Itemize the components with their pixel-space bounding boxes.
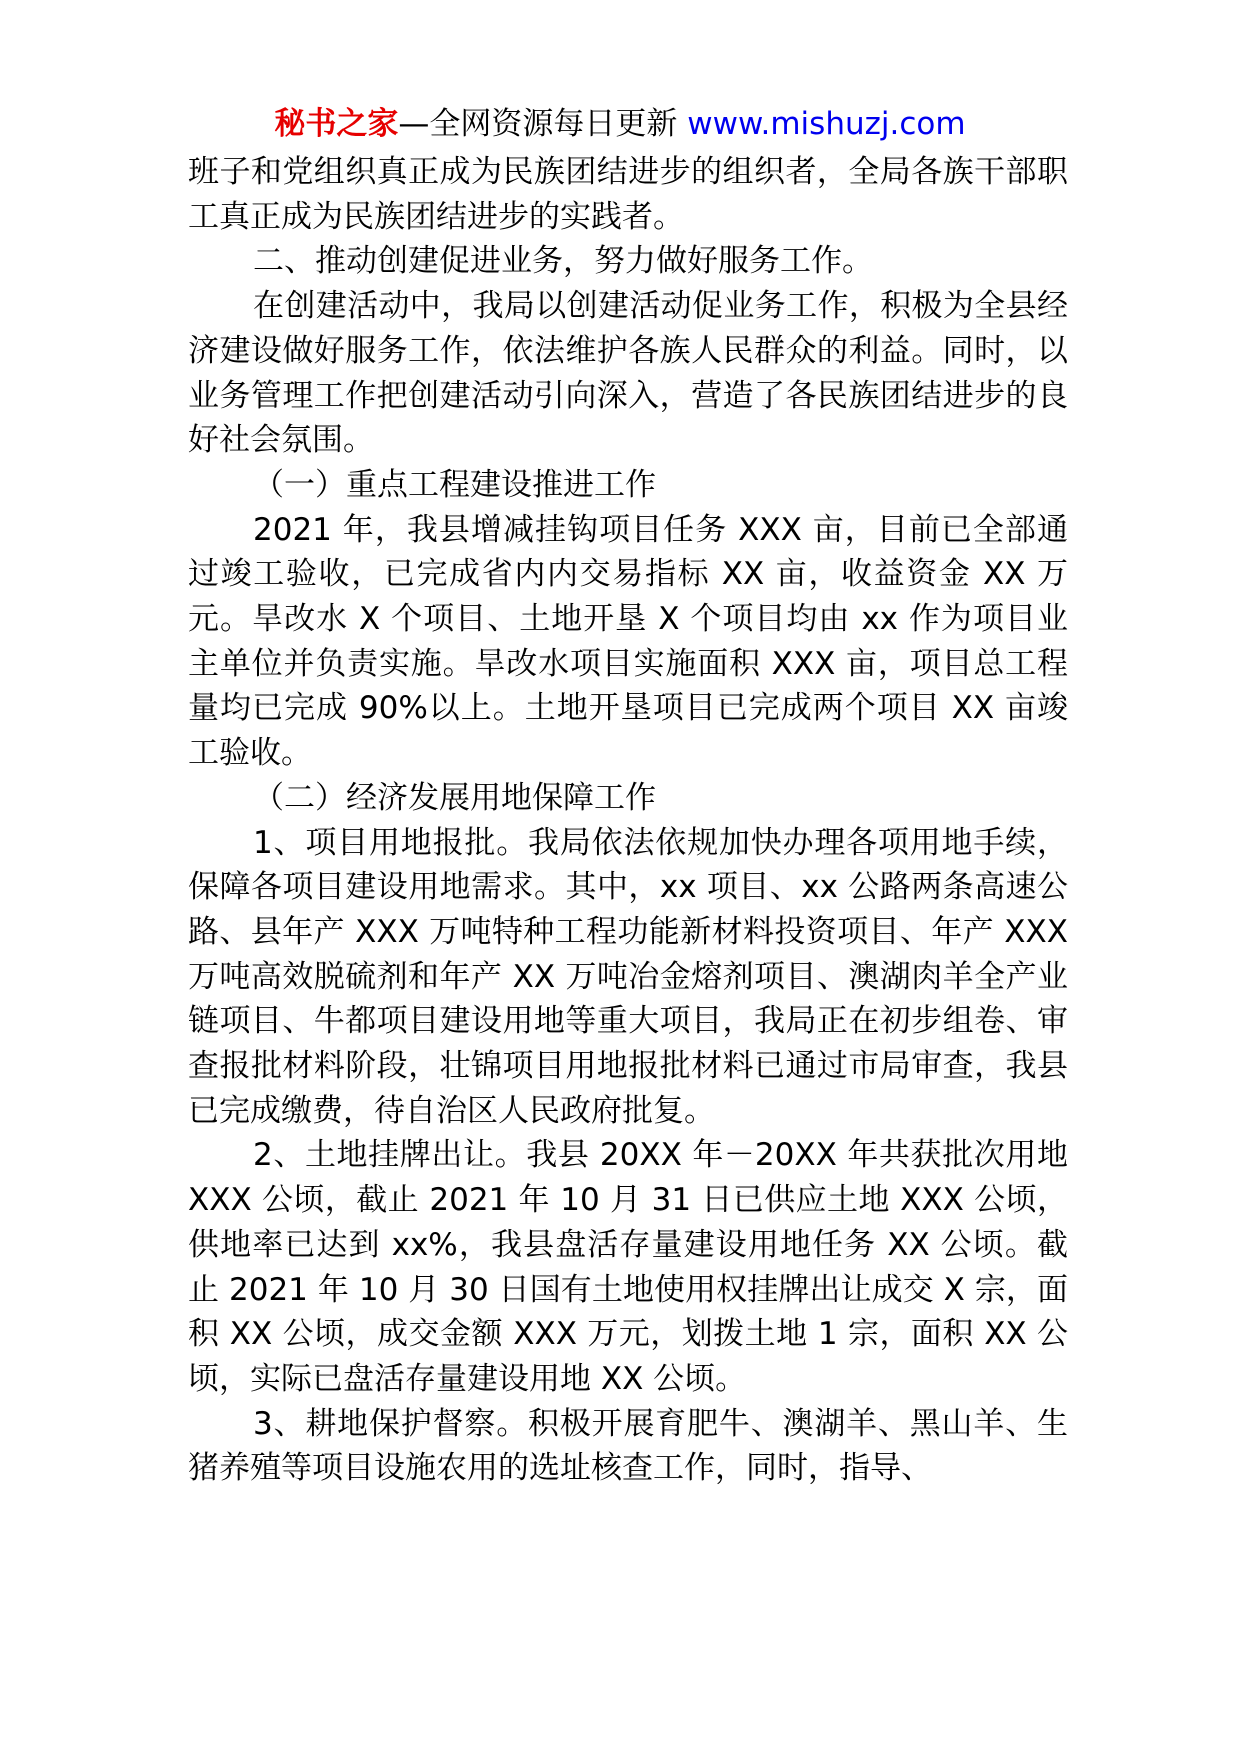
brand-name: 秘书之家 [274, 106, 399, 142]
subsection-heading-2: （二）经济发展用地保障工作 [253, 779, 656, 816]
paragraph-continuation: 班子和党组织真正成为民族团结进步的组织者，全局各族干部职工真正成为民族团结进步的实践者。 [188, 154, 1068, 235]
document-body [188, 150, 1068, 1491]
paragraph-land-approval: 1、项目用地报批。我局依法依规加快办理各项用地手续，保障各项目建设用地需求。其中，xx 项目、xx 公路两条高速公路、县年产 XXX 万吨特种工程功能新材料投资项目、年产 XXX 万吨高效脱硫剂和年产 XX 万吨冶金熔剂项目、澳湖肉羊全产业链项目、牛都项目建设用地等重大项目，我局正在初步组卷、审查报批材料阶段，壮锦项目用地报批材料已通过市局审查，我县已完成缴费，待自治区人民政府批复。 [188, 824, 1068, 1129]
site-url-link[interactable]: www.mishuzj.com [687, 106, 966, 142]
section-heading-2: 二、推动创建促进业务，努力做好服务工作。 [253, 243, 873, 280]
paragraph-farmland-protection: 3、耕地保护督察。积极开展育肥牛、澳湖羊、黑山羊、生猪养殖等项目设施农用的选址核查工作，同时，指导、 [188, 1405, 1068, 1487]
subsection-heading-1: （一）重点工程建设推进工作 [253, 466, 656, 503]
paragraph-land-listing: 2、土地挂牌出让。我县 20XX 年－20XX 年共获批次用地 XXX 公顷，截止 2021 年 10 月 31 日已供应土地 XXX 公顷，供地率已达到 xx%，我县盘活存量建设用地任务 XX 公顷。截止 2021 年 10 月 30 日国有土地使用权挂牌出让成交 X 宗，面积 XX 公顷，成交金额 XXX 万元，划拨土地 1 宗，面积 XX 公顷，实际已盘活存量建设用地 XX 公顷。 [188, 1137, 1068, 1397]
paragraph-creation-activity: 在创建活动中，我局以创建活动促业务工作，积极为全县经济建设做好服务工作，依法维护各族人民群众的利益。同时，以业务管理工作把创建活动引向深入，营造了各民族团结进步的良好社会氛围。 [188, 288, 1068, 459]
paragraph-key-projects: 2021 年，我县增减挂钩项目任务 XXX 亩，目前已全部通过竣工验收，已完成省内内交易指标 XX 亩，收益资金 XX 万元。旱改水 X 个项目、土地开垦 X 个项目均由 xx 作为项目业主单位并负责实施。旱改水项目实施面积 XXX 亩，项目总工程量均已完成 90%以上。土地开垦项目已完成两个项目 XX 亩竣工验收。 [188, 511, 1068, 772]
site-tagline: —全网资源每日更新 [398, 106, 688, 142]
site-header [0, 104, 1240, 144]
